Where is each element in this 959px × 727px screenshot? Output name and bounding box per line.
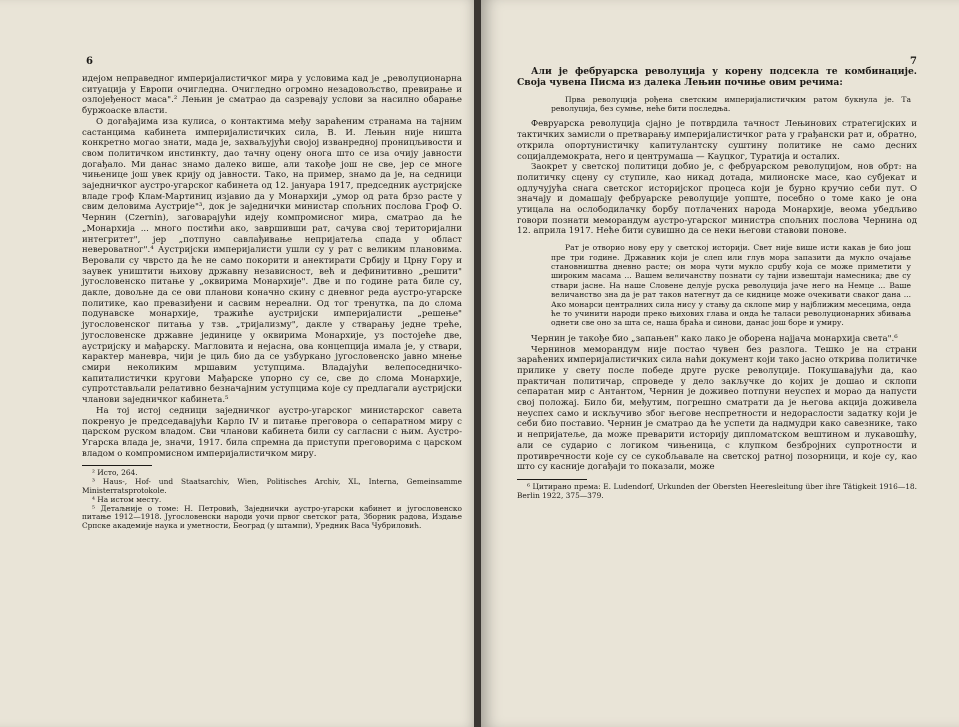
right-heading-paragraph: Али је фебруарска револуција у корену подсекла те комбинације. Своја чувена Писма из далека Лењин почиње овим речима: — [517, 66, 917, 89]
right-page-body — [517, 66, 917, 501]
right-paragraph-4: Чернинов меморандум није постао чувен без разлога. Тешко је на страни зараћених империјалистичких сила наћи документ који тако јасно открива политичке прилике у свету после победе друге руске револуције. Покушавајући да, као практичан политичар, спроведе у дело закључке до којих је дошао и склопи сепаратан мир с Антантом, Чернин је доживео потпуни неуспех и морао да напусти свој положај. Било би, међутим, погрешно сматрати да је његова акција доживела неуспех само и искључиво због његове неспретности и недораслости задатку који је себи био поставио. Чернин је сматрао да ће успети да надмудри како савезнике, тако и непријатеље, да може преварити историју дипломатском вештином и лукавошћу, али се сударио с логиком чињеница, с клупком безбројних супротности и противречности које су се сукобљавале на светској ратној позорници, и које су, као што су касније догађаји то показали, може — [517, 344, 917, 473]
left-footnote-3: ³ Haus-, Hof- und Staatsarchiv, Wien, Politisches Archiv, XL, Interna, Gemeinsamme Ministerratsprotokole. — [82, 477, 462, 495]
left-paragraph-2: О догађајима иза кулиса, о контактима међу зараћеним странама на тајним састанцима кабинета империјалистичких сила, В. И. Лењин није ништа конкретно могао знати, мада је, захваљујући својој изванредној проницљивости и свом политичком инстинкту, дао тачну оцену онога што се иза очију јавности догађало. Ми данас знамо далеко више, али такође још не све, јер се многе чињенице још увек крију од јавности. Тако, на пример, знамо да је, на седници заједничког аустро-угарског кабинета од 12. јануара 1917, председник аустријске владе гроф Клам-Мартиниц изјавио да у Монархији „умор од рата брзо расте у свим деловима Аустрије"³, док је заједнички министар спољних послова Гроф О. Чернин (Czernin), заговарајући идеју компромисног мира, сматрао да ће „Монархија ... много постићи ако, завршивши рат, сачува свој територијални интегритет", јер „потпуно савлађивање непријатеља спада у област невероватног".⁴ Аустријски империјалисти ушли су у рат с великим плановима. Веровали су чврсто да ће не само покорити и анектирати Србију и Црну Гору и заувек уништити њихову државну независност, већ и дефинитивно „решити" југословенско питање у „оквирима Монархије". Две и по године рата биле су, дакле, довољне да се ови планови коначно скину с дневног реда аустро-угарске политике, као превазиђени и сасвим нереални. Од тог тренутка, па до слома подунавске монархије, тражиће аустријски империјалисти „решење" југословенског питања у тзв. „тријализму", дакле у стварању једне треће, југословенске државне јединице у оквирима Монархије, уз постојеће две, аустријску и мађарску. Магловита и нејасна, ова концепција имала је, у ствари, карактер маневра, чији је циљ био да се узбуркано југословенско јавно мнење смири неколиким мршавим уступцима. Владајући велепоседничко-капиталистички кругови Мађарске упорно су се, све до слома Монархије, супротстављали релативно безначајним уступцима које су предлагали аустријски чланови заједничког кабинета.⁵ — [82, 116, 462, 406]
right-paragraph-2: Заокрет у светској политици добио је, с фебруарском револуцијом, нов обрт: на политичку сцену су ступиле, као никад дотада, милионске масе, као субјекат и одлучујућа снага светског историјског процеса који је бурно кручио себи пут. О значају и домашају фебруарске револуције уопште, посебно о томе како је она утицала на ослободилачку борбу потлачених народа Монархије, веома убедљиво говори познати меморандум аустро-угарског министра спољних послова Чернина од 12. априла 1917. Неће бити сувишно да се неки његови ставови понове. — [517, 162, 917, 237]
left-footnote-2: ² Исто, 264. — [92, 468, 138, 478]
right-paragraph-3: Чернин је такође био „запањен" како лако је оборена најјача монархија света".⁶ — [531, 333, 898, 344]
left-paragraph-1: идејом неправедног империјалистичког мира у условима кад је „револуционарна ситуација у Европи очигледна. Очигледно огромно незадовољство, превирање и озлојеђеност маса".² Лењин је сматрао да сазревају услови за насилно обарање буржоаске власти. — [82, 74, 462, 117]
block-quote-lenin: Прва револуција рођена светским империјалистичким ратом букнула је. Та револуција, без сумње, неће бити последња. — [551, 94, 911, 113]
left-page-body — [82, 74, 462, 531]
right-page — [481, 0, 959, 727]
left-footnote-5: ⁵ Детаљније о томе: Н. Петровић, Заједнички аустро-угарски кабинет и југословенско питање 1912—1918. Југословенски народи уочи првог светског рата, Зборник радова, Издање Српске академије наука и уметности, Београд (у штампи), Уредник Васа Чубриловић. — [82, 503, 462, 531]
footnote-rule-right — [517, 479, 587, 480]
left-footnote-4: ⁴ На истом месту. — [92, 494, 162, 504]
page-number-left: 6 — [86, 56, 93, 67]
left-page — [0, 0, 478, 727]
left-paragraph-3: На тој истој седници заједничког аустро-угарског министарског савета покренуо је председавајући Карло IV и питање преговора о сепаратном миру с царском руском владом. Сви чланови кабинета били су сагласни с њим. Аустро-Угарска влада је, значи, 1917. била спремна да приступи преговорима с царском владом о компромисном империјалистичком миру. — [82, 405, 462, 459]
footnote-rule-left — [82, 465, 152, 466]
right-paragraph-1: Февруарска револуција сјајно је потврдила тачност Лењинових стратегијских и тактичких замисли о претварању империјалистичког рата у грађански рат и, обратно, открила опортунистичку капитулантску суштину политике не само десних социјалдемократа, него и центрумаша — Кауцког, Туратија и осталих. — [517, 119, 917, 162]
right-footnote-6: ⁶ Цитирано према: E. Ludendorf, Urkunden der Obersten Heeresleitung über ihre Tätigkeit 1916—18. Berlin 1922, 375—379. — [517, 481, 917, 500]
page-number-right: 7 — [910, 56, 917, 67]
block-quote-czernin: Рат је отворио нову еру у светској историји. Свет није више исти какав је био још пре три године. Државник који је слеп или глув мора запазити да мукло очајање становништва дневно расте; он мора чути мукло срџбу која се може приметити у широким масама ... Вашем величанству познати су тајни извештаји намесника; две су ствари јасне. На наше Словене делује руска револуција јаче него на Немце ... Ваше величанство зна да је рат таков натегнут да се киднице може очекивати сваког дана ... Ако монарси централних сила нису у стању да склопе мир у најближим месецима, онда ће то учинити народи преко њихових глава и онда ће таласи револуционарних збивања однети све оно за шта се, наша браћа и синови, данас још боре и умиру. — [551, 243, 911, 328]
